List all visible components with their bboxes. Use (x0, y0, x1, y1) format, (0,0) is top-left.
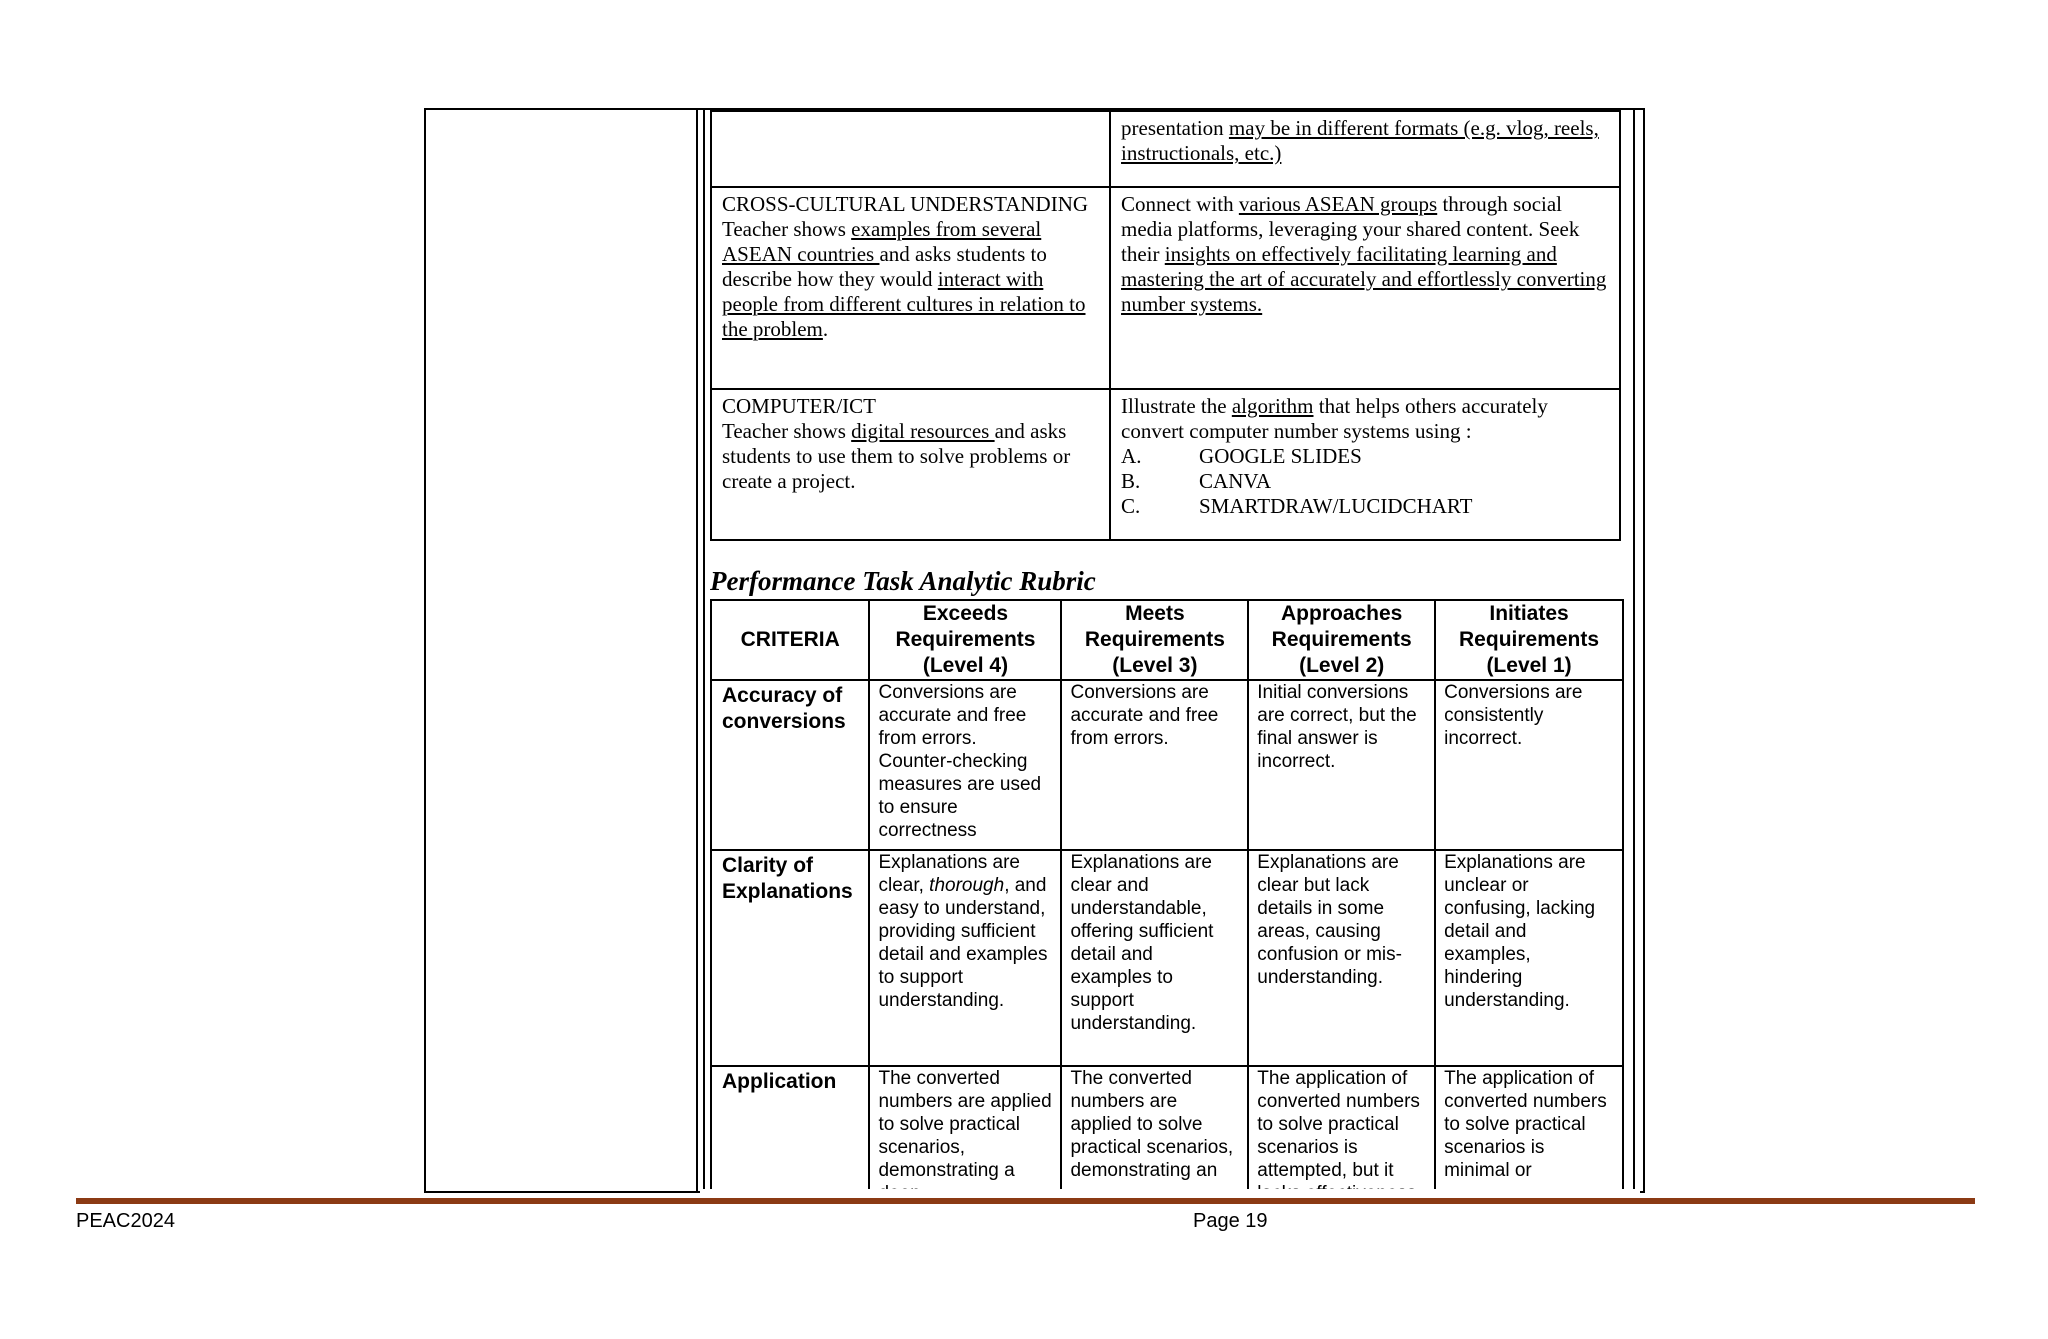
criteria-cell: Clarity of Explanations (711, 850, 869, 1066)
cross-cultural-underline-2: interact with people from different cultures in relation to the problem (722, 267, 1086, 341)
integration-table (710, 110, 1621, 541)
cross-cultural-cell (711, 187, 1110, 389)
table-row (711, 187, 1620, 389)
page-number: Page 19 (1193, 1210, 1268, 1232)
computer-ict-cell (711, 389, 1110, 540)
footer-left-text: PEAC2024 (76, 1210, 175, 1232)
cross-cultural-text-a: Teacher shows (722, 217, 852, 241)
list-letter: A. (1121, 444, 1142, 468)
rubric-table (710, 599, 1624, 1213)
rubric-cell: Conversions are accurate and free from errors. Counter-checking measures are used to ensure correctness (869, 680, 1061, 850)
task-text-a: Connect with (1121, 192, 1239, 216)
cross-cultural-task-cell (1110, 187, 1620, 389)
row1-right-text: presentation (1121, 116, 1229, 140)
header-level-4: Exceeds Requirements (Level 4) (869, 600, 1061, 680)
list-item (1121, 444, 1609, 469)
ict-underline-1: digital resources (851, 419, 995, 443)
rubric-cell (869, 850, 1061, 1066)
criteria-cell: Accuracy of conversions (711, 680, 869, 850)
list-item (1121, 469, 1609, 494)
rubric-cell: The converted numbers are applied to solve practical scenarios, demonstrating an (1061, 1066, 1248, 1212)
header-level-1: Initiates Requirements (Level 1) (1435, 600, 1623, 680)
rubric-cell: Conversions are consistently incorrect. (1435, 680, 1623, 850)
cross-cultural-title: CROSS-CULTURAL UNDERSTANDING (722, 192, 1089, 216)
rubric-cell-italic: thorough (929, 875, 1005, 896)
computer-ict-task-cell (1110, 389, 1620, 540)
column-divider (696, 110, 705, 1191)
task-text-b: through social media platforms, leveraging your shared content. Seek their (1121, 192, 1580, 266)
ict-task-text-b: that helps others accurately convert computer number systems using : (1121, 394, 1548, 443)
cross-cultural-text-c: . (822, 317, 829, 341)
rubric-cell: Explanations are clear and understandable, offering sufficient detail and examples to support understanding. (1061, 850, 1248, 1066)
table-row (711, 111, 1620, 187)
rubric-cell-text: Explanations are clear, (878, 852, 1021, 896)
right-border-line (1633, 110, 1635, 1191)
task-underline-2: insights on effectively facilitating learning and mastering the art of accurately and effortlessly converting number systems. (1121, 242, 1607, 316)
rubric-cell: The application of converted numbers to solve practical scenarios is minimal or (1435, 1066, 1623, 1212)
rubric-cell: The application of converted numbers to solve practical scenarios is attempted, but it (1248, 1066, 1435, 1212)
cross-cultural-underline-1: examples from several ASEAN countries (722, 217, 1042, 266)
rubric-title: Performance Task Analytic Rubric (710, 566, 1096, 596)
table-row (711, 389, 1620, 540)
computer-ict-title: COMPUTER/ICT (722, 394, 877, 418)
list-letter: C. (1121, 494, 1141, 518)
ict-text-b: and asks students to use them to solve problems or create a project. (722, 419, 1071, 493)
list-text: SMARTDRAW/LUCIDCHART (1199, 494, 1473, 518)
rubric-cell: Conversions are accurate and free from errors. (1061, 680, 1248, 850)
rubric-cell: The converted numbers are applied to solve practical scenarios, demonstrating a (869, 1066, 1061, 1212)
ict-task-underline: algorithm (1231, 394, 1314, 418)
page-break-mask (700, 1189, 1640, 1229)
ict-task-text-a: Illustrate the (1121, 394, 1232, 418)
cross-cultural-text-b: and asks students to describe how they would (722, 242, 1047, 291)
rubric-cell: Explanations are unclear or confusing, lacking detail and examples, hindering understanding. (1435, 850, 1623, 1066)
ict-text-a: Teacher shows (722, 419, 852, 443)
task-underline-1: various ASEAN groups (1238, 192, 1438, 216)
list-text: CANVA (1199, 469, 1271, 493)
row1-right-underlined: may be in different formats (e.g. vlog, reels, instructionals, etc.) (1121, 116, 1599, 165)
list-text: GOOGLE SLIDES (1199, 444, 1362, 468)
list-item (1121, 494, 1609, 519)
rubric-header-row (711, 600, 1623, 680)
header-criteria: CRITERIA (711, 600, 869, 680)
header-level-2: Approaches Requirements (Level 2) (1248, 600, 1435, 680)
rubric-cell: Explanations are clear but lack details in some areas, causing confusion or mis-understanding. (1248, 850, 1435, 1066)
rubric-cell-text: , and easy to understand, providing sufficient detail and examples to support understanding. (878, 875, 1048, 1011)
table-row (711, 680, 1623, 850)
table-row (711, 850, 1623, 1066)
rubric-cell: Initial conversions are correct, but the final answer is incorrect. (1248, 680, 1435, 850)
header-level-3: Meets Requirements (Level 3) (1061, 600, 1248, 680)
criteria-cell: Application (711, 1066, 869, 1212)
footer-rule (76, 1198, 1975, 1204)
row1-left-cell (711, 111, 1110, 187)
row1-right-cell (1110, 111, 1620, 187)
list-letter: B. (1121, 469, 1141, 493)
